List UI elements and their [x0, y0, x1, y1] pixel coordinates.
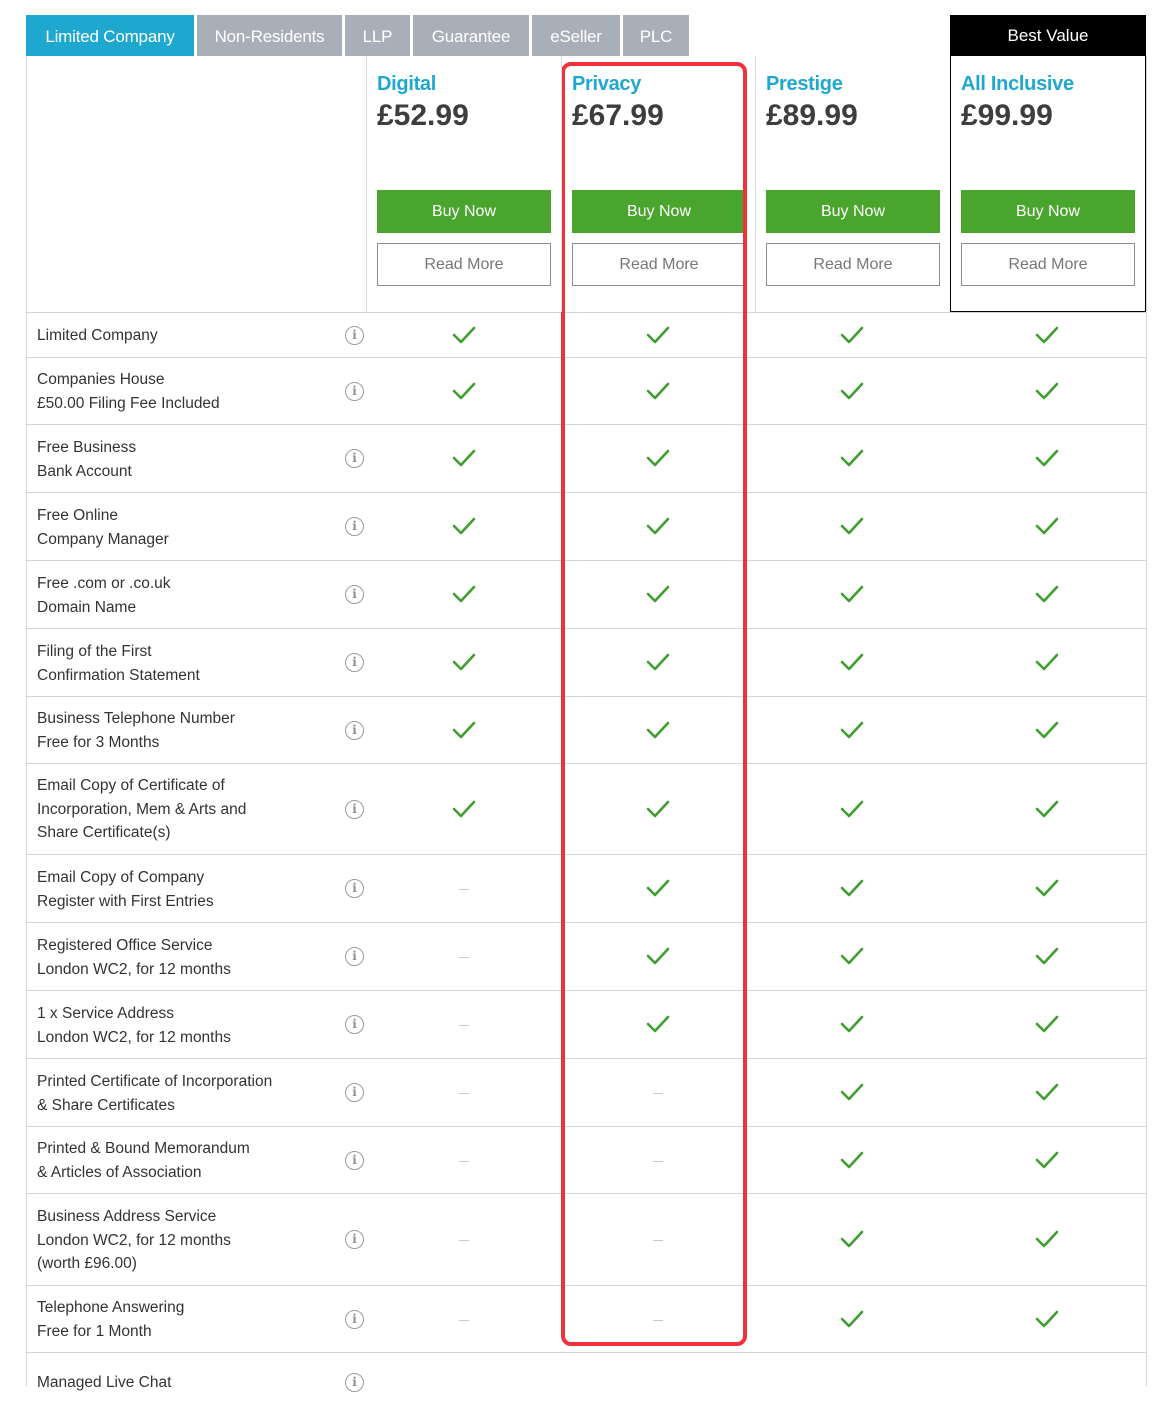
- info-icon[interactable]: i: [345, 1230, 364, 1249]
- table-row: [26, 424, 1146, 493]
- plan-name: All Inclusive: [961, 73, 1074, 95]
- header-divider: [561, 56, 562, 312]
- info-icon[interactable]: i: [345, 1373, 364, 1392]
- table-row: [26, 1058, 1146, 1127]
- check-icon: [646, 325, 676, 349]
- table-row: [26, 1193, 1146, 1286]
- check-icon: [452, 720, 482, 744]
- info-icon[interactable]: i: [345, 1015, 364, 1034]
- check-icon: [840, 381, 870, 405]
- info-icon[interactable]: i: [345, 800, 364, 819]
- check-icon: [1035, 799, 1065, 823]
- table-row: [26, 922, 1146, 991]
- plan-price: £89.99: [766, 99, 858, 132]
- info-icon[interactable]: i: [345, 653, 364, 672]
- check-icon: [1035, 1229, 1065, 1253]
- check-icon: [840, 516, 870, 540]
- tab-eseller[interactable]: eSeller: [532, 15, 620, 56]
- plan-all-inclusive: [961, 56, 1135, 312]
- feature-label: Printed & Bound Memorandum & Articles of Association: [37, 1140, 250, 1181]
- not-included-dash: [459, 1320, 469, 1321]
- check-icon: [840, 584, 870, 608]
- check-icon: [646, 652, 676, 676]
- tab-limited-company[interactable]: Limited Company: [26, 15, 194, 56]
- buy-now-button[interactable]: Buy Now: [572, 190, 746, 233]
- plan-price: £52.99: [377, 99, 469, 132]
- table-row: [26, 763, 1146, 855]
- check-icon: [452, 325, 482, 349]
- read-more-button[interactable]: Read More: [572, 243, 746, 286]
- feature-label: Business Address Service London WC2, for 12 months (worth £96.00): [37, 1208, 231, 1272]
- plan-name: Prestige: [766, 73, 843, 95]
- check-icon: [1035, 516, 1065, 540]
- feature-label: Limited Company: [37, 327, 158, 344]
- check-icon: [840, 1082, 870, 1106]
- check-icon: [840, 720, 870, 744]
- check-icon: [1035, 946, 1065, 970]
- check-icon: [452, 516, 482, 540]
- info-icon[interactable]: i: [345, 721, 364, 740]
- check-icon: [1035, 381, 1065, 405]
- plan-name: Digital: [377, 73, 437, 95]
- info-icon[interactable]: i: [345, 1083, 364, 1102]
- check-icon: [1035, 1309, 1065, 1333]
- read-more-button[interactable]: Read More: [766, 243, 940, 286]
- buy-now-button[interactable]: Buy Now: [377, 190, 551, 233]
- table-row: [26, 1352, 1146, 1413]
- info-icon[interactable]: i: [345, 585, 364, 604]
- buy-now-button[interactable]: Buy Now: [961, 190, 1135, 233]
- check-icon: [452, 448, 482, 472]
- check-icon: [1035, 584, 1065, 608]
- check-icon: [1035, 1150, 1065, 1174]
- not-included-dash: [459, 1093, 469, 1094]
- check-icon: [452, 584, 482, 608]
- check-icon: [646, 516, 676, 540]
- check-icon: [452, 381, 482, 405]
- read-more-button[interactable]: Read More: [961, 243, 1135, 286]
- table-row: [26, 1285, 1146, 1353]
- not-included-dash: [653, 1161, 663, 1162]
- plan-name: Privacy: [572, 73, 642, 95]
- info-icon[interactable]: i: [345, 1310, 364, 1329]
- table-row: [26, 312, 1146, 358]
- feature-label: Telephone Answering Free for 1 Month: [37, 1299, 185, 1340]
- feature-label: Filing of the First Confirmation Statement: [37, 643, 200, 684]
- check-icon: [646, 720, 676, 744]
- check-icon: [646, 381, 676, 405]
- info-icon[interactable]: i: [345, 382, 364, 401]
- check-icon: [840, 325, 870, 349]
- check-icon: [646, 584, 676, 608]
- check-icon: [646, 878, 676, 902]
- info-icon[interactable]: i: [345, 879, 364, 898]
- check-icon: [1035, 448, 1065, 472]
- feature-label: 1 x Service Address London WC2, for 12 months: [37, 1005, 231, 1046]
- table-row: [26, 696, 1146, 764]
- not-included-dash: [459, 889, 469, 890]
- not-included-dash: [653, 1240, 663, 1241]
- not-included-dash: [459, 957, 469, 958]
- not-included-dash: [459, 1240, 469, 1241]
- info-icon[interactable]: i: [345, 449, 364, 468]
- check-icon: [1035, 1014, 1065, 1038]
- read-more-button[interactable]: Read More: [377, 243, 551, 286]
- info-icon[interactable]: i: [345, 326, 364, 345]
- info-icon[interactable]: i: [345, 517, 364, 536]
- table-row: [26, 990, 1146, 1059]
- check-icon: [840, 1229, 870, 1253]
- header-divider: [755, 56, 756, 312]
- plan-digital: [377, 56, 551, 312]
- check-icon: [840, 878, 870, 902]
- feature-label: Email Copy of Certificate of Incorporation, Mem & Arts and Share Certificate(s): [37, 777, 247, 841]
- table-row: [26, 628, 1146, 697]
- check-icon: [646, 946, 676, 970]
- plan-prestige: [766, 56, 940, 312]
- feature-label: Registered Office Service London WC2, for 12 months: [37, 937, 231, 978]
- check-icon: [840, 652, 870, 676]
- plan-price: £99.99: [961, 99, 1053, 132]
- table-row: [26, 1126, 1146, 1194]
- not-included-dash: [653, 1093, 663, 1094]
- check-icon: [1035, 878, 1065, 902]
- check-icon: [452, 652, 482, 676]
- tab-guarantee[interactable]: Guarantee: [413, 15, 529, 56]
- feature-label: Free Business Bank Account: [37, 439, 137, 480]
- info-icon[interactable]: i: [345, 947, 364, 966]
- check-icon: [646, 799, 676, 823]
- check-icon: [1035, 1082, 1065, 1106]
- check-icon: [840, 448, 870, 472]
- table-row: [26, 492, 1146, 561]
- best-value-badge: Best Value: [950, 15, 1146, 56]
- check-icon: [840, 946, 870, 970]
- feature-label: Email Copy of Company Register with First Entries: [37, 869, 214, 910]
- check-icon: [840, 1309, 870, 1333]
- check-icon: [1035, 325, 1065, 349]
- check-icon: [646, 448, 676, 472]
- feature-label: Free Online Company Manager: [37, 507, 169, 548]
- buy-now-button[interactable]: Buy Now: [766, 190, 940, 233]
- plan-price: £67.99: [572, 99, 664, 132]
- tab-non-residents[interactable]: Non-Residents: [197, 15, 342, 56]
- header-divider: [366, 56, 367, 312]
- not-included-dash: [459, 1025, 469, 1026]
- feature-label: Free .com or .co.uk Domain Name: [37, 575, 171, 616]
- check-icon: [646, 1014, 676, 1038]
- check-icon: [840, 1014, 870, 1038]
- feature-label: Companies House £50.00 Filing Fee Included: [37, 371, 220, 412]
- feature-label: Managed Live Chat: [37, 1374, 172, 1391]
- tab-plc[interactable]: PLC: [623, 15, 689, 56]
- check-icon: [452, 799, 482, 823]
- table-row: [26, 560, 1146, 629]
- not-included-dash: [653, 1320, 663, 1321]
- table-row: [26, 357, 1146, 425]
- feature-label: Business Telephone Number Free for 3 Months: [37, 710, 235, 751]
- check-icon: [1035, 652, 1065, 676]
- not-included-dash: [459, 1161, 469, 1162]
- feature-label: Printed Certificate of Incorporation & Share Certificates: [37, 1073, 273, 1114]
- tab-llp[interactable]: LLP: [345, 15, 410, 56]
- check-icon: [840, 799, 870, 823]
- check-icon: [1035, 720, 1065, 744]
- plan-privacy: [572, 56, 746, 312]
- check-icon: [840, 1150, 870, 1174]
- table-row: [26, 854, 1146, 923]
- info-icon[interactable]: i: [345, 1151, 364, 1170]
